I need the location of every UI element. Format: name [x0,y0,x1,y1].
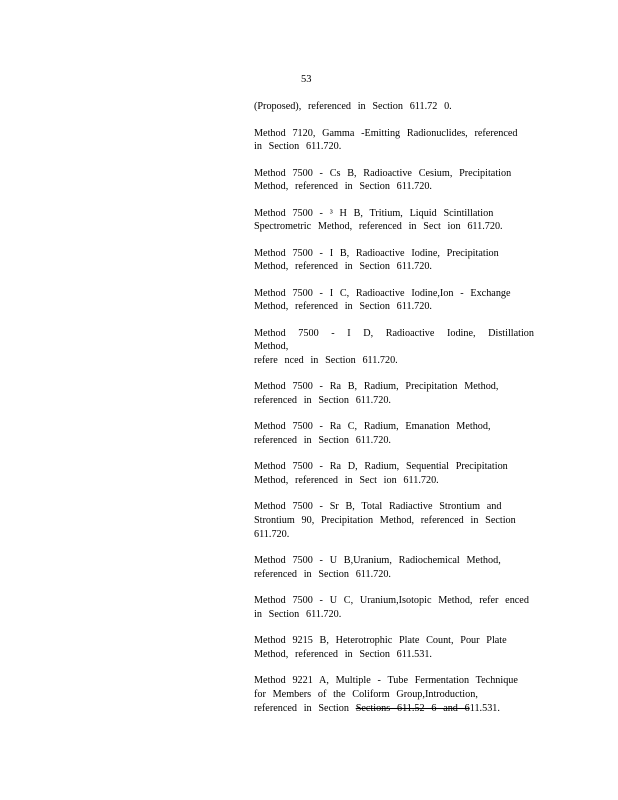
entry-line-end: 11.531. [469,703,500,715]
reference-entry [254,327,534,369]
entry-line: Method 7500 - Ra B, Radium, Precipitation Method, [254,381,499,393]
entry-line: Method 7500 - Ra D, Radium, Sequential Precipitation [254,461,508,473]
entry-line: Method 7500 - Sr B, Total Radiactive Strontium and [254,501,502,513]
entry-line: in Section 611.720. [254,609,342,621]
reference-entry [254,287,534,315]
entry-line: Method 9215 B, Heterotrophic Plate Count, Pour Plate [254,635,507,647]
entry-line: refere nced in Section 611.720. [254,355,398,367]
entry-line: Method 7500 - U C, Uranium,Isotopic Method, refer enced [254,595,529,607]
reference-entry [254,420,534,448]
entry-line: Method 7500 - Ra C, Radium, Emanation Method, [254,421,491,433]
reference-entry [254,380,534,408]
entry-line: Method, referenced in Sect ion 611.720. [254,475,439,487]
entry-line: Method, referenced in Section 611.720. [254,301,432,313]
entry-line: Method, referenced in Section 611.720. [254,181,432,193]
entry-line: 611.720. [254,529,290,541]
entry-line: referenced in Section 611.720. [254,435,391,447]
reference-entry [254,207,534,235]
entry-line: Method 7500 - ³ H B, Tritium, Liquid Scintillation [254,207,494,219]
entry-line: Method 7120, Gamma -Emitting Radionuclides, referenced [254,127,518,139]
entry-line: Method 7500 - I B, Radioactive Iodine, Precipitation [254,247,499,259]
entry-line: referenced in Section 611.720. [254,395,391,407]
entry-line: Method 9221 A, Multiple - Tube Fermentation Technique [254,675,518,687]
references-list [254,100,534,728]
page-number: 53 [301,74,312,85]
entry-line: Method 7500 - U B,Uranium, Radiochemical Method, [254,555,501,567]
entry-line: Method 7500 - I D, Radioactive Iodine, Distillation Method, [254,327,534,353]
reference-entry [254,127,534,155]
entry-line: Method 7500 - Cs B, Radioactive Cesium, Precipitation [254,167,512,179]
reference-entry [254,554,534,582]
reference-entry [254,460,534,488]
entry-line: (Proposed), referenced in Section 611.72 0. [254,101,452,112]
entry-line: Method, referenced in Section 611.720. [254,261,432,273]
entry-line: in Section 611.720. [254,141,342,153]
entry-line: Method 7500 - I C, Radioactive Iodine,Ion - Exchange [254,287,511,299]
struck-text: Sections 611.52 6 and 6 [355,703,470,715]
reference-entry [254,100,534,114]
entry-line: for Members of the Coliform Group,Introduction, [254,689,478,701]
entry-line: Spectrometric Method, referenced in Sect ion 611.720. [254,221,503,233]
reference-entry [254,247,534,275]
entry-line: Method, referenced in Section 611.531. [254,649,432,661]
entry-line: referenced in Section 611.720. [254,569,391,581]
reference-entry [254,167,534,195]
reference-entry [254,634,534,662]
entry-line: Strontium 90, Precipitation Method, referenced in Section [254,515,516,527]
reference-entry [254,594,534,622]
entry-line-start: referenced in Section [254,703,356,715]
reference-entry [254,500,534,542]
reference-entry [254,674,534,716]
